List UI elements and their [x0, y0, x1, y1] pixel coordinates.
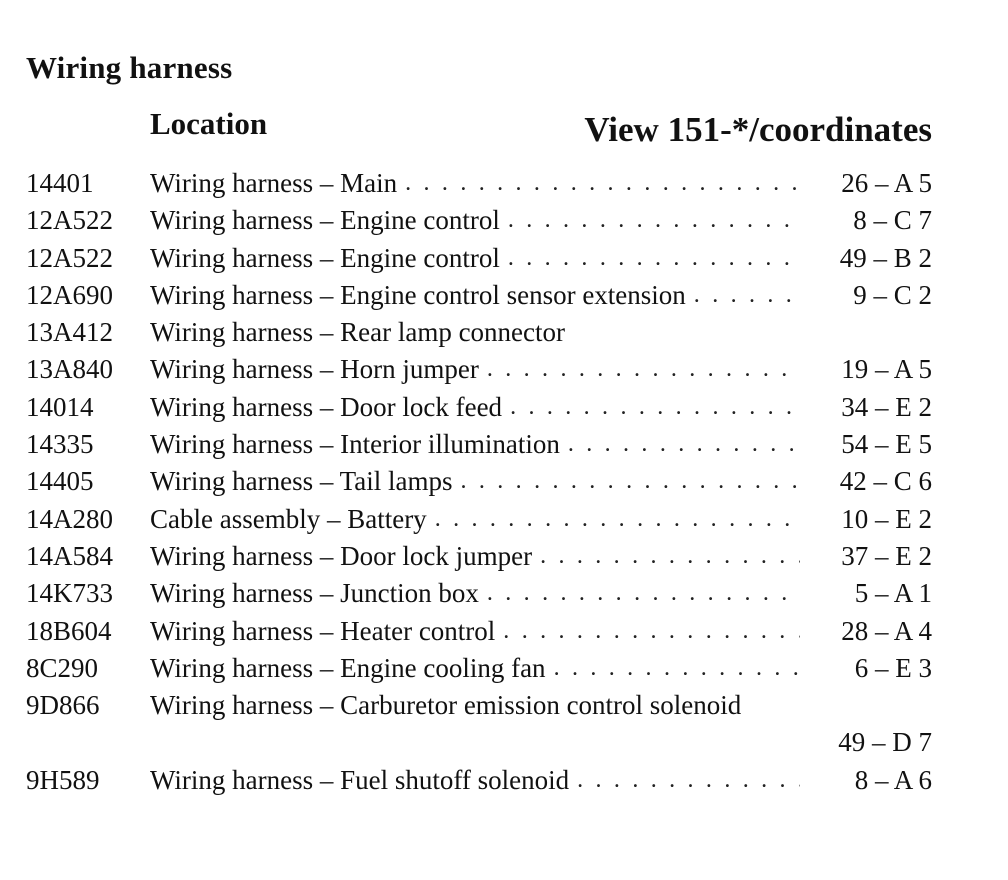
part-code: 14335: [26, 429, 94, 460]
part-code: 12A522: [26, 242, 113, 273]
dot-leader: [573, 314, 800, 351]
view-coordinates: 9 – C 2: [853, 279, 932, 310]
dot-leader: [554, 650, 800, 687]
dot-leader: [577, 762, 800, 799]
description-cell: [150, 202, 800, 239]
view-coordinates: 37 – E 2: [841, 540, 932, 571]
part-code: 9D866: [26, 690, 100, 721]
dot-leader: [568, 426, 800, 463]
list-item: [0, 202, 1008, 239]
description-cell: [150, 762, 800, 799]
dot-leader: [460, 463, 800, 500]
dot-leader: [487, 351, 800, 388]
part-code: 13A412: [26, 317, 113, 348]
view-coordinates: 5 – A 1: [854, 578, 932, 609]
part-description: Wiring harness – Fuel shutoff solenoid: [150, 764, 570, 795]
list-item: [0, 389, 1008, 426]
view-coordinates: 8 – A 6: [854, 764, 932, 795]
description-cell: [150, 463, 800, 500]
list-item: [0, 426, 1008, 463]
dot-leader: [540, 538, 800, 575]
part-description: Wiring harness – Horn jumper: [150, 354, 479, 385]
part-description: Wiring harness – Tail lamps: [150, 466, 453, 497]
part-code: 12A690: [26, 279, 113, 310]
view-coordinates: 54 – E 5: [841, 429, 932, 460]
part-code: 14A280: [26, 503, 113, 534]
description-cell: [150, 240, 800, 277]
view-coordinates: 8 – C 7: [853, 205, 932, 236]
list-item: [0, 463, 1008, 500]
view-coordinates: 34 – E 2: [841, 391, 932, 422]
view-coordinates: 19 – A 5: [841, 354, 932, 385]
part-description: Wiring harness – Engine control sensor extension: [150, 279, 686, 310]
harness-list: [0, 165, 1008, 799]
list-item: [0, 650, 1008, 687]
list-item: [0, 165, 1008, 202]
part-code: 12A522: [26, 205, 113, 236]
dot-leader: [508, 240, 800, 277]
description-cell: [150, 650, 800, 687]
view-coordinates: 49 – B 2: [839, 242, 932, 273]
part-description: Wiring harness – Engine control: [150, 205, 500, 236]
part-code: 13A840: [26, 354, 113, 385]
description-cell: [150, 277, 800, 314]
part-code: 14405: [26, 466, 94, 497]
list-item: [0, 687, 1008, 724]
view-coordinates-column-header: View 151-*/coordinates: [584, 110, 932, 149]
part-code: 14014: [26, 391, 94, 422]
dot-leader: [435, 501, 800, 538]
list-item: [0, 277, 1008, 314]
list-item: [0, 240, 1008, 277]
description-cell: [150, 501, 800, 538]
list-item: [0, 613, 1008, 650]
part-code: 14401: [26, 168, 94, 198]
dot-leader: [405, 165, 800, 202]
list-item: [0, 724, 1008, 761]
view-coordinates: 10 – E 2: [841, 503, 932, 534]
page-title: Wiring harness: [26, 50, 233, 85]
description-cell: [150, 351, 800, 388]
description-cell: [150, 613, 800, 650]
part-code: 18B604: [26, 615, 112, 646]
description-cell: [150, 389, 800, 426]
part-code: 9H589: [26, 764, 100, 795]
part-description: Wiring harness – Engine control: [150, 242, 500, 273]
part-description: Wiring harness – Junction box: [150, 578, 479, 609]
dot-leader: [510, 389, 800, 426]
description-cell: [150, 687, 800, 724]
dot-leader: [694, 277, 800, 314]
view-coordinates: 42 – C 6: [839, 466, 932, 497]
part-description: Wiring harness – Engine cooling fan: [150, 652, 546, 683]
list-item: [0, 351, 1008, 388]
description-cell: [150, 575, 800, 612]
list-item: [0, 501, 1008, 538]
part-description: Wiring harness – Heater control: [150, 615, 496, 646]
description-cell: [150, 426, 800, 463]
part-description: Wiring harness – Door lock feed: [150, 391, 503, 422]
dot-leader: [503, 613, 800, 650]
list-item: [0, 762, 1008, 799]
view-coordinates: 6 – E 3: [854, 652, 932, 683]
dot-leader: [749, 687, 800, 724]
description-cell: [150, 538, 800, 575]
part-code: 8C290: [26, 652, 99, 683]
dot-leader: [487, 575, 800, 612]
part-code: 14K733: [26, 578, 113, 609]
description-cell: [150, 165, 800, 202]
part-description: Wiring harness – Main: [150, 168, 398, 198]
view-coordinates: 49 – D 7: [838, 727, 932, 758]
part-description: Wiring harness – Carburetor emission control solenoid: [150, 690, 742, 721]
part-description: Wiring harness – Door lock jumper: [150, 540, 533, 571]
list-item: [0, 314, 1008, 351]
part-code: 14A584: [26, 540, 113, 571]
list-item: [0, 575, 1008, 612]
location-column-header: Location: [150, 106, 268, 141]
view-coordinates: 28 – A 4: [841, 615, 932, 646]
part-description: Cable assembly – Battery: [150, 503, 427, 534]
dot-leader: [508, 202, 800, 239]
part-description: Wiring harness – Rear lamp connector: [150, 317, 566, 348]
list-item: [0, 538, 1008, 575]
description-cell: [150, 314, 800, 351]
part-description: Wiring harness – Interior illumination: [150, 429, 560, 460]
view-coordinates: 26 – A 5: [841, 168, 932, 198]
